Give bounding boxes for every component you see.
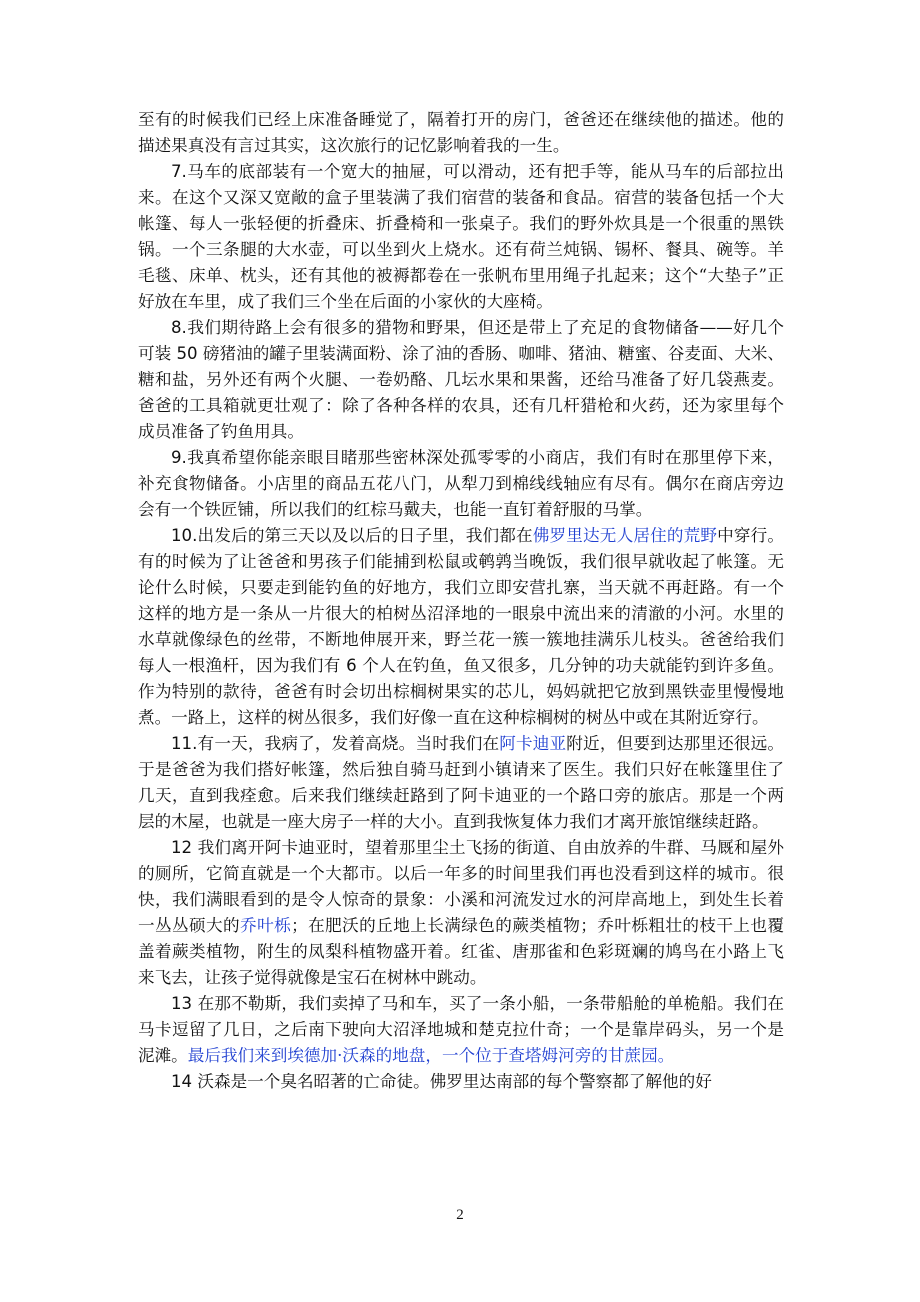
paragraph-number: 11. <box>171 734 198 753</box>
paragraph-number: 14 <box>171 1072 193 1091</box>
paragraph-text: 我们期待路上会有很多的猎物和野果，但还是带上了充足的食物储备——好几个可装 <box>138 318 784 363</box>
paragraph-text: ；在肥沃的丘地上长满绿色的蕨类植物；乔叶栎粗壮的枝干上也覆盖着蕨类植物，附生的凤梨科植物盛开着。红雀、唐那雀和色彩斑斓的鸠鸟在小路上飞来飞去，让孩子觉得就像是宝石在树林中跳动。 <box>138 916 785 987</box>
inline-number: 50 <box>176 344 198 363</box>
paragraph-10 <box>138 523 784 731</box>
paragraph-text: 沃森是一个臭名昭著的亡命徒。佛罗里达南部的每个警察都了解他的好 <box>197 1072 712 1091</box>
paragraph-continuation <box>138 107 784 159</box>
paragraph-number: 8. <box>171 318 187 337</box>
paragraph-text: 中穿行。有的时候为了让爸爸和男孩子们能捕到松鼠或鹌鹑当晚饭，我们很早就收起了帐篷。无论什么时候，只要走到能钓鱼的好地方，我们立即安营扎寨，当天就不再赶路。有一个这样的地方是一条从一片很大的柏树丛沼泽地的一眼泉中流出来的清澈的小河。水里的水草就像绿色的丝带，不断地伸展开来，野兰花一簇一簇地挂满乐儿枝头。爸爸给我们每人一根渔杆，因为我们有 <box>138 526 785 675</box>
page-number: 2 <box>456 1207 464 1223</box>
paragraph-13 <box>138 991 784 1069</box>
paragraph-text: 在那不勒斯，我们卖掉了马和车，买了一条小船，一条带船舱的单桅船。我们在马卡逗留了几日，之后南下驶向大沼泽地城和楚克拉什奇；一个是靠岸码头，另一个是泥滩。 <box>138 994 785 1065</box>
paragraph-number: 7. <box>171 162 187 181</box>
paragraph-text: 出发后的第三天以及以后的日子里，我们都在 <box>197 526 533 545</box>
paragraph-9 <box>138 445 784 523</box>
highlighted-text: 阿卡迪亚 <box>499 734 567 753</box>
paragraph-text: 我们离开阿卡迪亚时，望着那里尘土飞扬的街道、自由放养的牛群、马厩和屋外的厕所，它简直就是一个大都市。以后一年多的时间里我们再也没看到这样的城市。很快，我们满眼看到的是令人惊奇的景象：小溪和河流发过水的河岸高地上，到处生长着一丛丛硕大的 <box>138 838 785 935</box>
paragraph-text: 磅猪油的罐子里装满面粉、涂了油的香肠、咖啡、猪油、糖蜜、谷麦面、大米、糖和盐，另外还有两个火腿、一卷奶酪、几坛水果和果酱，还给马准备了好几袋燕麦。爸爸的工具箱就更壮观了：除了各种各样的农具，还有几杆猎枪和火药，还为家里每个成员准备了钓鱼用具。 <box>138 344 784 441</box>
paragraph-text: 马车的底部装有一个宽大的抽屉，可以滑动，还有把手等，能从马车的后部拉出来。在这个又深又宽敞的盒子里装满了我们宿营的装备和食品。宿营的装备包括一个大帐篷、每人一张轻便的折叠床、折叠椅和一张桌子。我们的野外炊具是一个很重的黑铁锅。一个三条腿的大水壶，可以坐到火上烧水。还有荷兰炖锅、锡杯、餐具、碗等。羊毛毯、床单、枕头，还有其他的被褥都卷在一张帆布里用绳子扎起来；这个“大垫子”正好放在车里，成了我们三个坐在后面的小家伙的大座椅。 <box>138 162 784 311</box>
paragraph-text: 附近，但要到达那里还很远。于是爸爸为我们搭好帐篷，然后独自骑马赶到小镇请来了医生。我们只好在帐篷里住了几天，直到我痊愈。后来我们继续赶路到了阿卡迪亚的一个路口旁的旅店。那是一个两层的木屋，也就是一座大房子一样的大小。直到我恢复体力我们才离开旅馆继续赶路。 <box>138 734 785 831</box>
highlighted-text: 乔叶栎 <box>240 916 292 935</box>
paragraph-text: 个人在钓鱼，鱼又很多，几分钟的功夫就能钓到许多鱼。作为特别的款待，爸爸有时会切出棕榈树果实的芯儿，妈妈就把它放到黑铁壶里慢慢地煮。一路上，这样的树丛很多，我们好像一直在这种棕榈树的树丛中或在其附近穿行。 <box>138 656 784 727</box>
highlighted-text: 最后我们来到埃德加·沃森的地盘，一个位于查塔姆河旁的甘蔗园。 <box>187 1046 675 1065</box>
highlighted-text: 佛罗里达无人居住的荒野 <box>532 526 718 545</box>
paragraph-number: 12 <box>171 838 193 857</box>
paragraph-14 <box>138 1069 784 1095</box>
paragraph-8 <box>138 315 784 445</box>
paragraph-number: 9. <box>171 448 187 467</box>
paragraph-text: 至有的时候我们已经上床准备睡觉了，隔着打开的房门，爸爸还在继续他的描述。他的描述果真没有言过其实，这次旅行的记忆影响着我的一生。 <box>138 110 784 155</box>
paragraph-text: 有一天，我病了，发着高烧。当时我们在 <box>197 734 500 753</box>
paragraph-12 <box>138 835 784 991</box>
paragraph-number: 13 <box>171 994 193 1013</box>
paragraph-number: 10. <box>171 526 198 545</box>
paragraph-11 <box>138 731 784 835</box>
paragraph-7 <box>138 159 784 315</box>
paragraph-text: 我真希望你能亲眼目睹那些密林深处孤零零的小商店，我们有时在那里停下来，补充食物储备。小店里的商品五花八门，从犁刀到棉线线轴应有尽有。偶尔在商店旁边会有一个铁匠铺，所以我们的红棕马戴夫，也能一直钉着舒服的马掌。 <box>138 448 784 519</box>
inline-number: 6 <box>346 656 357 675</box>
document-body <box>138 107 784 1095</box>
